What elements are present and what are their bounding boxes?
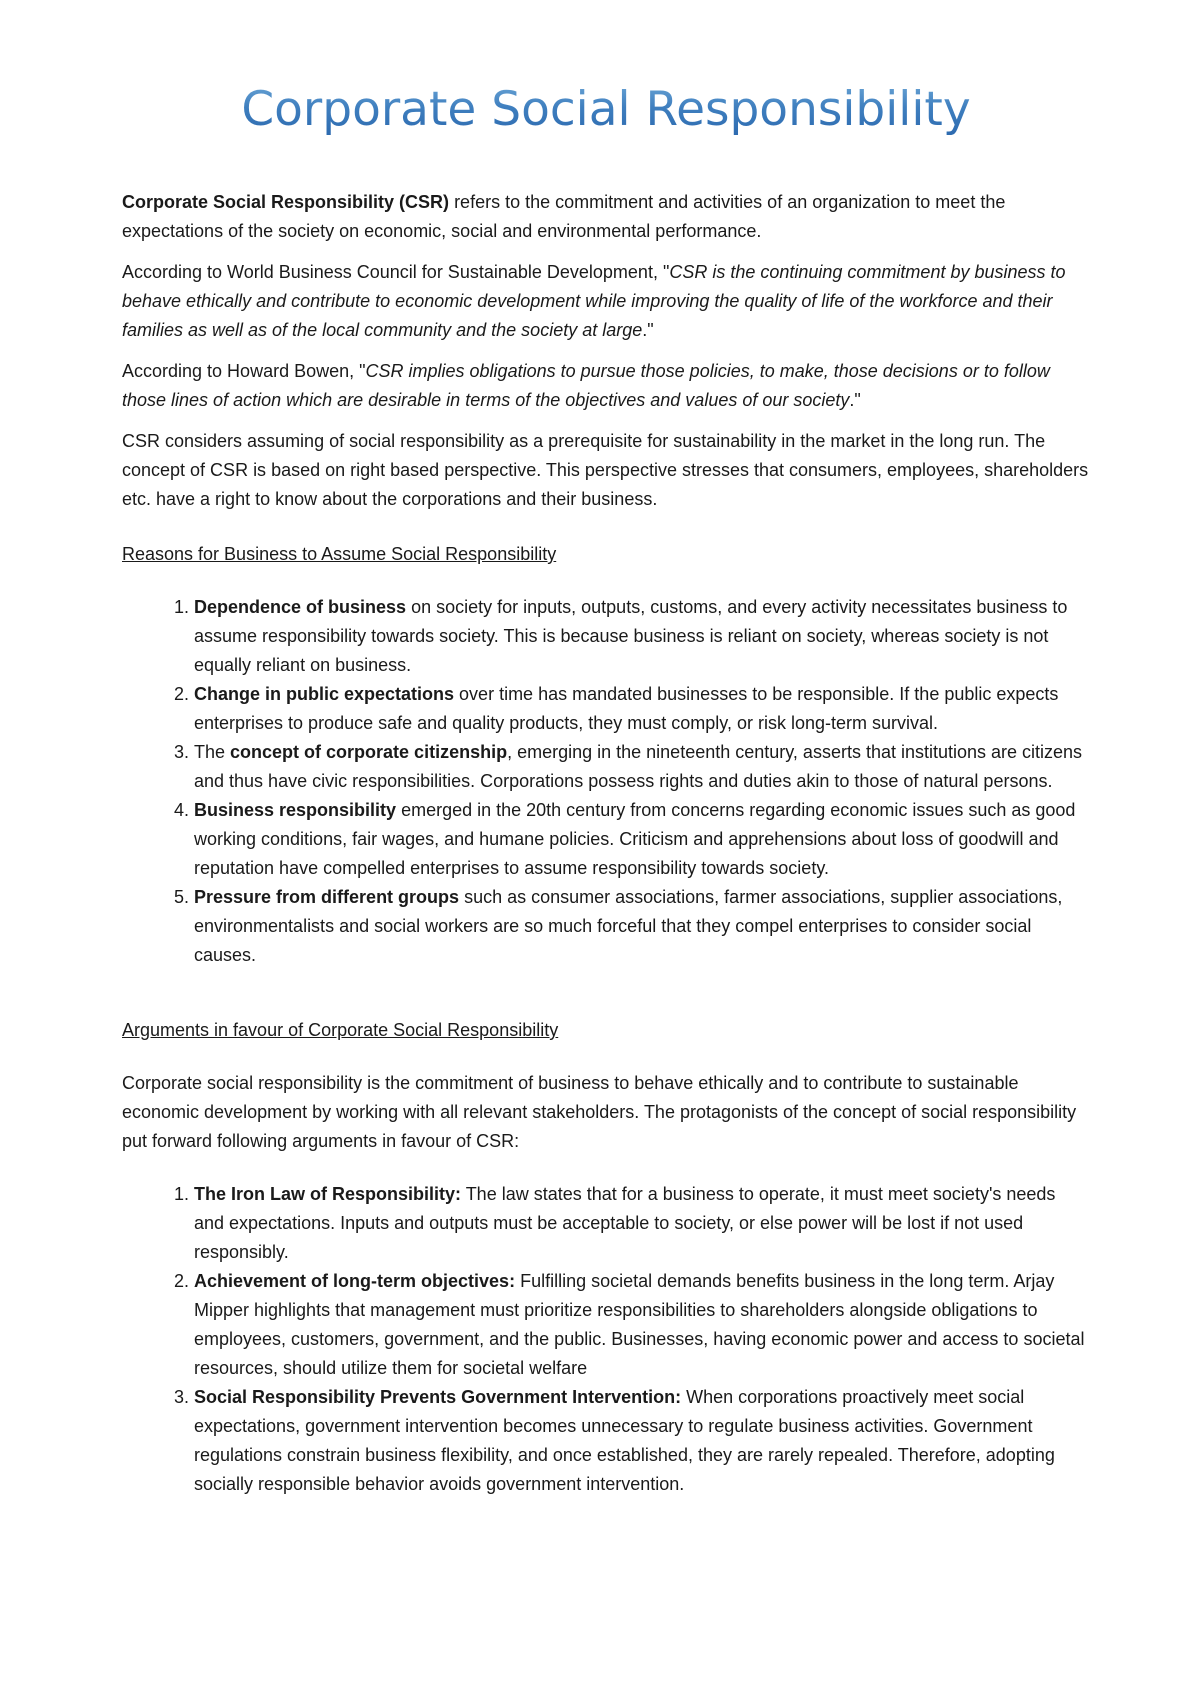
list-item-term: Achievement of long-term objectives:	[194, 1271, 516, 1291]
list-item-term: concept of corporate citizenship	[230, 742, 508, 762]
bowen-tail: ."	[849, 390, 861, 410]
list-item-term: The Iron Law of Responsibility:	[194, 1184, 462, 1204]
list-item	[194, 1383, 1090, 1499]
list-item-term: Pressure from different groups	[194, 887, 460, 907]
list-item-term: Change in public expectations	[194, 684, 455, 704]
csr-considers-paragraph: CSR considers assuming of social responsibility as a prerequisite for sustainability in the market in the long run. The concept of CSR is based on right based perspective. This perspective stresses that consumers, employees, shareholders etc. have a right to know about the corporations and their business.	[122, 431, 1089, 509]
list-item-text: on society for inputs, outputs, customs, and every activity necessitates business to assume responsibility towards society. This is because business is reliant on society, whereas society is not equally reliant on business.	[194, 597, 1068, 675]
list-item	[194, 593, 1090, 680]
list-item	[194, 1267, 1090, 1383]
reasons-list	[122, 593, 1090, 970]
wbcsd-tail: ."	[642, 320, 654, 340]
list-item-text: such as consumer associations, farmer associations, supplier associations, environmentalists and social workers are so much forceful that they compel enterprises to consider social causes.	[194, 887, 1063, 965]
arguments-heading: Arguments in favour of Corporate Social Responsibility	[122, 1020, 559, 1040]
arguments-list	[122, 1180, 1090, 1499]
reasons-heading: Reasons for Business to Assume Social Responsibility	[122, 544, 557, 564]
intro-paragraph	[122, 188, 1090, 246]
list-item-text: over time has mandated businesses to be responsible. If the public expects enterprises to produce safe and quality products, they must comply, or risk long-term survival.	[194, 684, 1059, 733]
list-item-text: Fulfilling societal demands benefits business in the long term. Arjay Mipper highlights that management must prioritize responsibilities to shareholders alongside obligations to employees, customers, government, and the public. Businesses, having economic power and access to societal resources, should utilize them for societal welfare	[194, 1271, 1085, 1378]
wbcsd-quote: CSR is the continuing commitment by business to behave ethically and contribute to economic development while improving the quality of life of the workforce and their families as well as of the local community and the society at large	[122, 262, 1066, 340]
list-item	[194, 680, 1090, 738]
intro-term: Corporate Social Responsibility (CSR)	[122, 192, 450, 212]
list-item	[194, 738, 1090, 796]
list-item-pre: The	[194, 742, 231, 762]
list-item-text: The law states that for a business to operate, it must meet society's needs and expectations. Inputs and outputs must be acceptable to society, or else power will be lost if not used responsibly.	[194, 1184, 1056, 1262]
document-title: Corporate Social Responsibility	[122, 80, 1090, 140]
list-item-text: When corporations proactively meet social expectations, government intervention becomes unnecessary to regulate business activities. Government regulations constrain business flexibility, and once established, they are rarely repealed. Therefore, adopting socially responsible behavior avoids government intervention.	[194, 1387, 1055, 1494]
list-item-term: Business responsibility	[194, 800, 397, 820]
bowen-lead: According to Howard Bowen, "	[122, 361, 366, 381]
list-item	[194, 883, 1090, 970]
list-item-text: emerged in the 20th century from concerns regarding economic issues such as good working conditions, fair wages, and humane policies. Criticism and apprehensions about loss of goodwill and reputation have compelled enterprises to assume responsibility towards society.	[194, 800, 1076, 878]
list-item-text: , emerging in the nineteenth century, asserts that institutions are citizens and thus have civic responsibilities. Corporations possess rights and duties akin to those of natural persons.	[194, 742, 1083, 791]
list-item	[194, 796, 1090, 883]
list-item-term: Dependence of business	[194, 597, 407, 617]
arguments-intro: Corporate social responsibility is the commitment of business to behave ethically and to contribute to sustainable economic development by working with all relevant stakeholders. The protagonists of the concept of social responsibility put forward following arguments in favour of CSR:	[122, 1073, 1077, 1151]
wbcsd-paragraph	[122, 258, 1090, 345]
bowen-paragraph	[122, 357, 1090, 415]
bowen-quote: CSR implies obligations to pursue those policies, to make, those decisions or to follow those lines of action which are desirable in terms of the objectives and values of our society	[122, 361, 1050, 410]
list-item	[194, 1180, 1090, 1267]
list-item-term: Social Responsibility Prevents Government Intervention:	[194, 1387, 682, 1407]
intro-text: refers to the commitment and activities of an organization to meet the expectations of the society on economic, social and environmental performance.	[122, 192, 1006, 241]
wbcsd-lead: According to World Business Council for Sustainable Development, "	[122, 262, 670, 282]
